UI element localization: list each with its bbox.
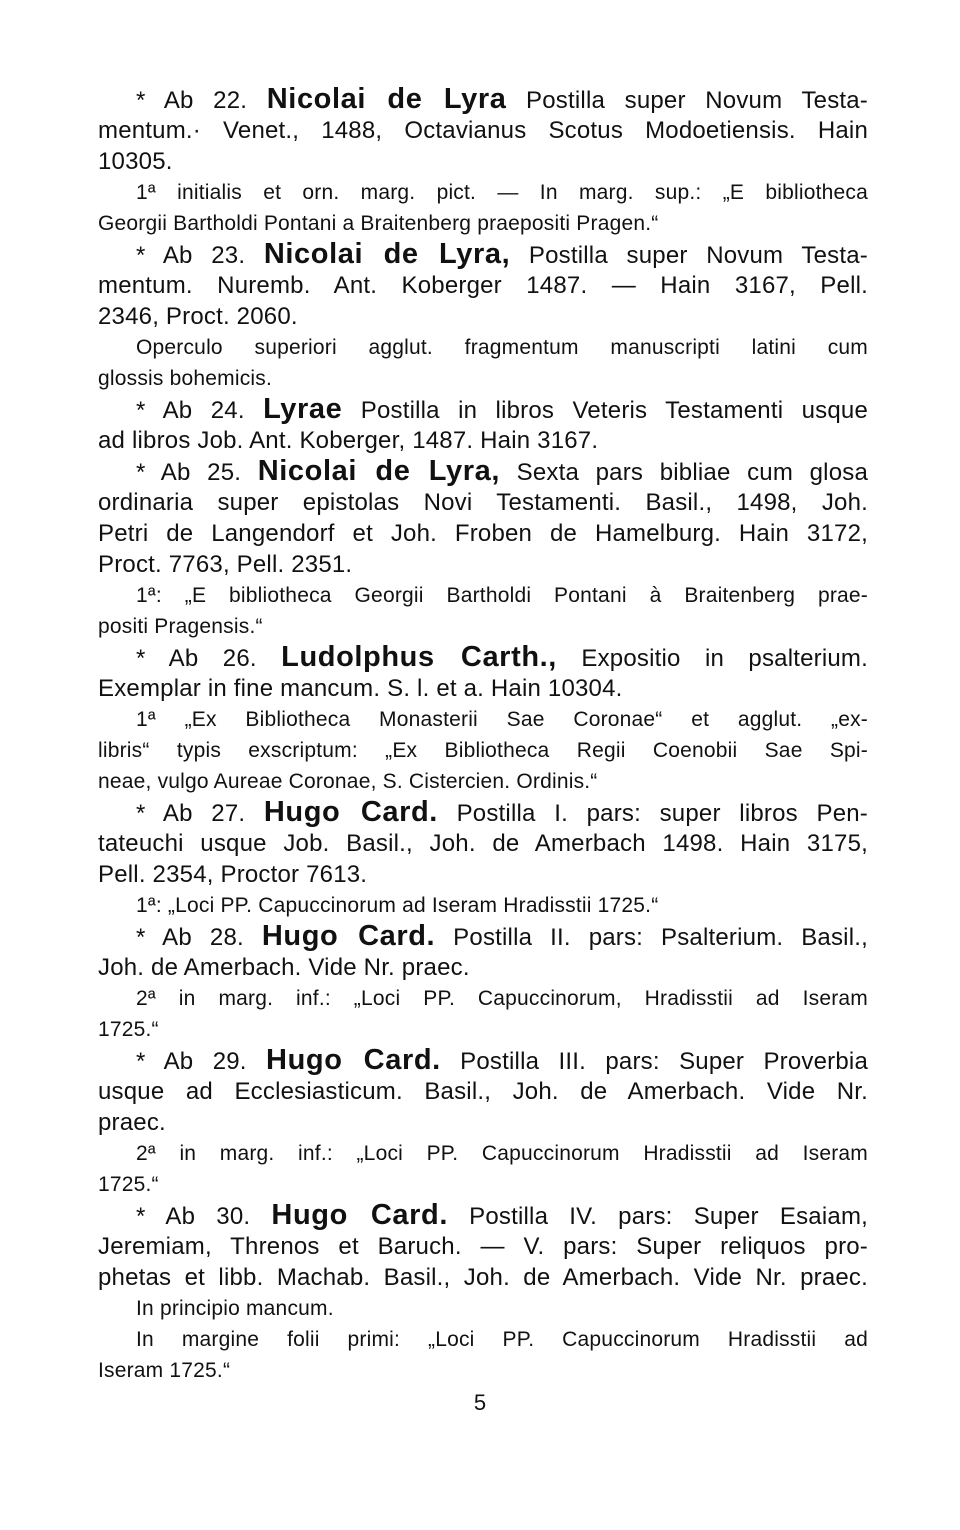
entry-author: Nicolai de Lyra — [266, 84, 507, 115]
note-line: 1725.“ — [98, 1018, 159, 1041]
text-line: praec. — [98, 1109, 166, 1136]
entry-title: Postilla in libros Veteris Testamenti usque — [342, 397, 868, 424]
text-line: Joh. de Amerbach. Vide Nr. praec. — [98, 954, 470, 981]
text-line: usque ad Ecclesiasticum. Basil., Joh. de Amerbach. Vide Nr. — [98, 1078, 868, 1105]
entry-title: Sexta pars bibliae cum glosa — [500, 459, 868, 486]
note-line: 1725.“ — [98, 1173, 159, 1196]
note-line: 1ª: „Loci PP. Capuccinorum ad Iseram Hradisstii 1725.“ — [136, 894, 659, 917]
text-line: tateuchi usque Job. Basil., Joh. de Amerbach 1498. Hain 3175, — [98, 830, 868, 857]
entry-shelfmark: * Ab 26. — [136, 645, 282, 672]
entry-author: Hugo Card. — [266, 1045, 441, 1076]
note-line: In principio mancum. — [136, 1297, 334, 1320]
text-line: 2346, Proct. 2060. — [98, 303, 298, 330]
entry-heading-line — [98, 797, 868, 828]
entry-title: Postilla III. pars: Super Proverbia — [440, 1048, 868, 1075]
note-line: In margine folii primi: „Loci PP. Capuccinorum Hradisstii ad — [136, 1328, 868, 1351]
entry-title: Postilla IV. pars: Super Esaiam, — [448, 1203, 868, 1230]
entry-title: Expositio in psalterium. — [556, 645, 868, 672]
entry-shelfmark: * Ab 24. — [136, 397, 264, 424]
entry-author: Lyrae — [263, 394, 343, 425]
entry-author: Hugo Card. — [261, 921, 436, 952]
entry-title: Postilla I. pars: super libros Pen- — [437, 800, 868, 827]
entry-heading-line — [98, 921, 868, 952]
entry-shelfmark: * Ab 25. — [136, 459, 258, 486]
entry-shelfmark: * Ab 23. — [136, 242, 264, 269]
entry-shelfmark: * Ab 28. — [136, 924, 262, 951]
note-line: 1ª „Ex Bibliotheca Monasterii Sae Coronae“ et agglut. „ex- — [136, 708, 868, 731]
entry-author: Hugo Card. — [263, 797, 438, 828]
entry-heading-line — [98, 456, 868, 487]
note-line: libris“ typis exscriptum: „Ex Bibliotheca Regii Coenobii Sae Spi- — [98, 739, 868, 762]
text-line: Petri de Langendorf et Joh. Froben de Hamelburg. Hain 3172, — [98, 520, 868, 547]
note-line: Georgii Bartholdi Pontani a Braitenberg praepositi Pragen.“ — [98, 212, 659, 235]
entry-shelfmark: * Ab 22. — [136, 87, 267, 114]
catalog-text — [98, 84, 868, 1386]
text-line: phetas et libb. Machab. Basil., Joh. de Amerbach. Vide Nr. praec. — [98, 1264, 868, 1291]
note-line: 1ª: „E bibliotheca Georgii Bartholdi Pontani à Braitenberg prae- — [136, 584, 868, 607]
text-line: Jeremiam, Threnos et Baruch. — V. pars: Super reliquos pro- — [98, 1233, 868, 1260]
entry-author: Hugo Card. — [271, 1200, 448, 1231]
text-line: mentum.· Venet., 1488, Octavianus Scotus Modoetiensis. Hain — [98, 117, 868, 144]
text-line: 10305. — [98, 148, 173, 175]
entry-heading-line — [98, 642, 868, 673]
note-line: Iseram 1725.“ — [98, 1359, 231, 1382]
entry-author: Nicolai de Lyra, — [263, 239, 511, 270]
note-line: 2ª in marg. inf.: „Loci PP. Capuccinorum Hradisstii ad Iseram — [136, 1142, 868, 1165]
entry-title: Postilla II. pars: Psalterium. Basil., — [435, 924, 868, 951]
text-line: ordinaria super epistolas Novi Testamenti. Basil., 1498, Joh. — [98, 489, 868, 516]
entry-heading-line — [98, 394, 868, 425]
entry-heading-line — [98, 1045, 868, 1076]
entry-heading-line — [98, 84, 868, 115]
entry-heading-line — [98, 239, 868, 270]
entry-shelfmark: * Ab 27. — [136, 800, 264, 827]
text-line: Pell. 2354, Proctor 7613. — [98, 861, 368, 888]
entry-title: Postilla super Novum Testa- — [506, 87, 868, 114]
note-line: Operculo superiori agglut. fragmentum manuscripti latini cum — [136, 336, 868, 359]
entry-heading-line — [98, 1200, 868, 1231]
text-line: Proct. 7763, Pell. 2351. — [98, 551, 353, 578]
note-line: 2ª in marg. inf.: „Loci PP. Capuccinorum, Hradisstii ad Iseram — [136, 987, 868, 1010]
entry-title: Postilla super Novum Testa- — [510, 242, 868, 269]
text-line: Exemplar in fine mancum. S. l. et a. Hain 10304. — [98, 675, 623, 702]
note-line: glossis bohemicis. — [98, 367, 272, 390]
page-number: 5 — [473, 1390, 487, 1415]
entry-author: Ludolphus Carth., — [281, 642, 557, 673]
note-line: 1ª initialis et orn. marg. pict. — In marg. sup.: „E bibliotheca — [136, 181, 868, 204]
note-line: positi Pragensis.“ — [98, 615, 263, 638]
entry-shelfmark: * Ab 29. — [136, 1048, 267, 1075]
entry-author: Nicolai de Lyra, — [257, 456, 501, 487]
text-line: mentum. Nuremb. Ant. Koberger 1487. — Hain 3167, Pell. — [98, 272, 868, 299]
text-line: ad libros Job. Ant. Koberger, 1487. Hain 3167. — [98, 427, 599, 454]
entry-shelfmark: * Ab 30. — [136, 1203, 272, 1230]
note-line: neae, vulgo Aureae Coronae, S. Cistercien. Ordinis.“ — [98, 770, 598, 793]
